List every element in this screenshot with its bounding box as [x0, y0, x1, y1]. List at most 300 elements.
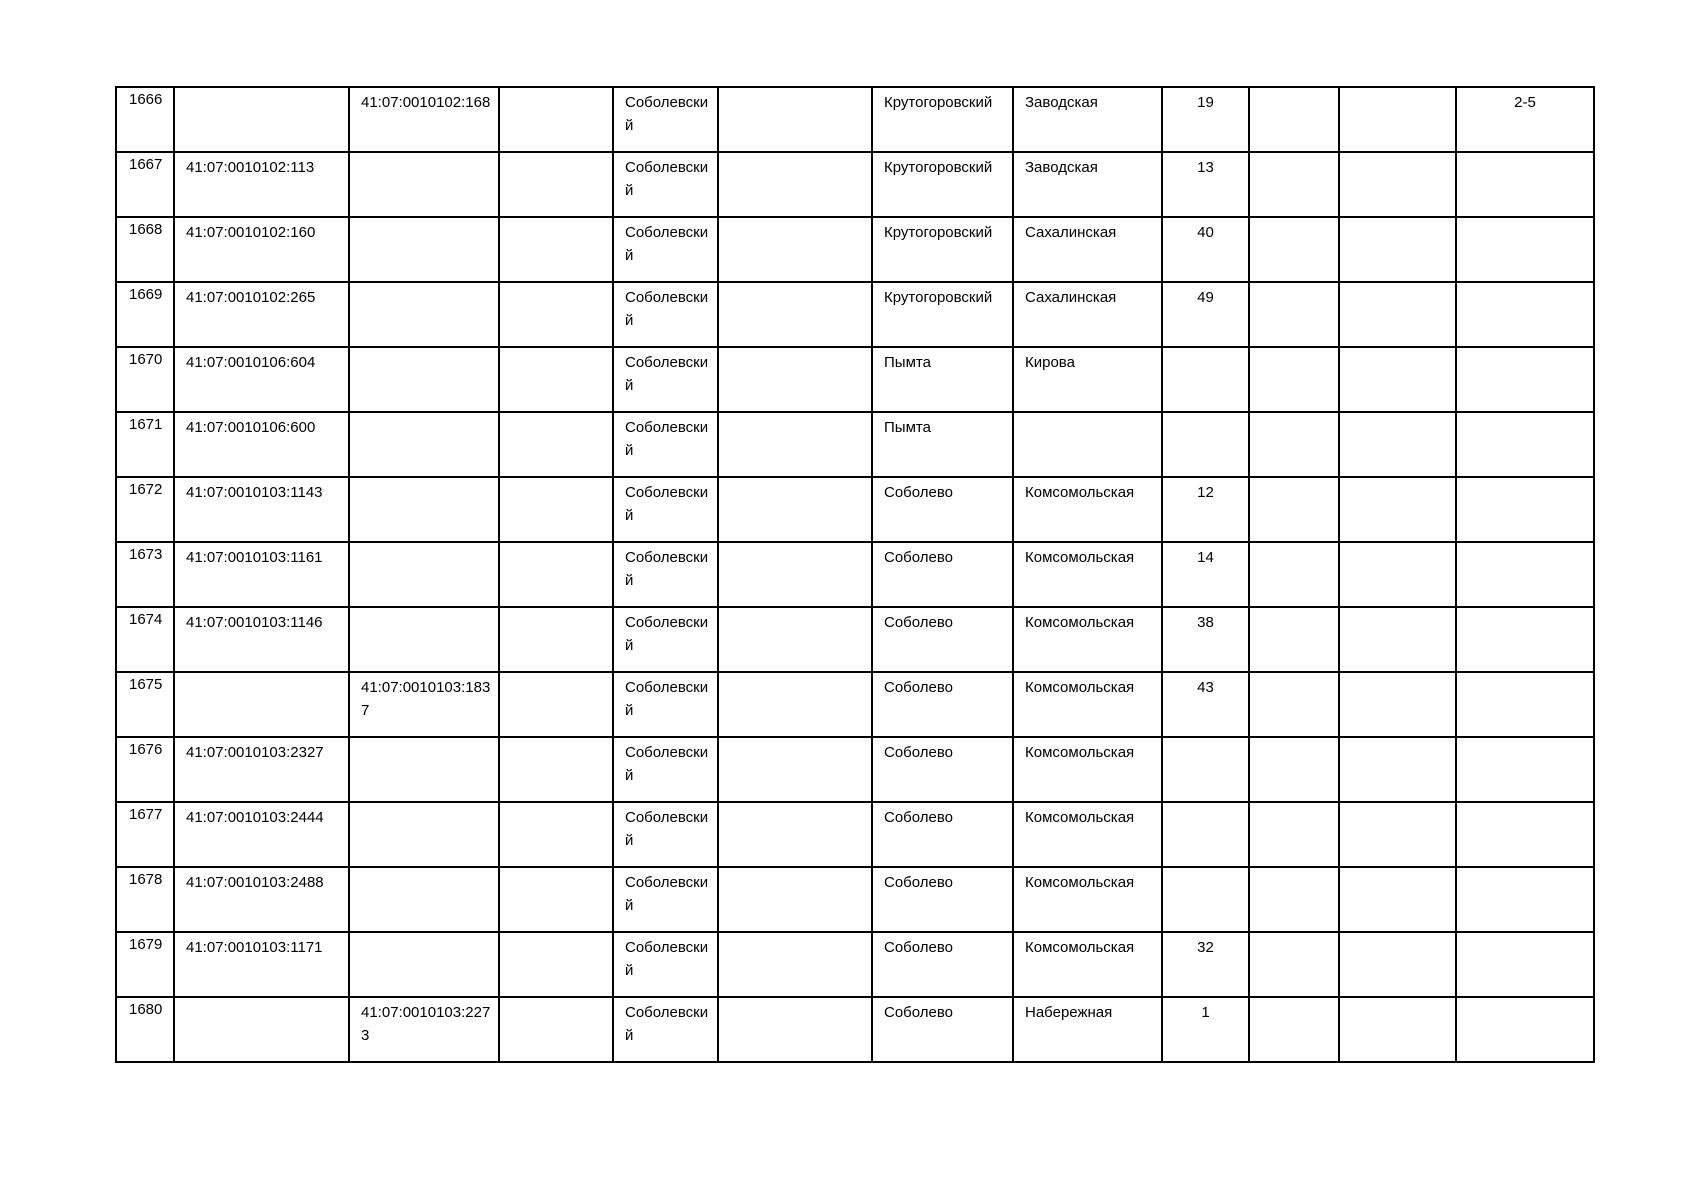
- house-number-cell-text: 49: [1197, 289, 1214, 306]
- locality-cell: [872, 217, 1013, 282]
- empty-cell: [1249, 282, 1339, 347]
- empty-cell-text: [1250, 998, 1338, 1001]
- cadastral-number-cell: [174, 412, 349, 477]
- cadastral-number-cell: [174, 997, 349, 1062]
- cadastral-number-cell: [174, 607, 349, 672]
- empty-cell-text: [1250, 283, 1338, 286]
- empty-cell: [499, 997, 613, 1062]
- row-number-cell-text: 1669: [129, 286, 163, 303]
- cadastral-number-cell-text: 41:07:0010103:1146: [186, 614, 323, 631]
- empty-cell: [499, 477, 613, 542]
- district-cell: [613, 282, 718, 347]
- row-number-cell: [116, 87, 174, 152]
- apartment-cell: [1456, 607, 1594, 672]
- locality-cell: [872, 477, 1013, 542]
- house-number-cell: [1162, 802, 1249, 867]
- apartment-cell: [1456, 87, 1594, 152]
- empty-cell-text: [719, 218, 871, 221]
- empty-cell: [499, 87, 613, 152]
- street-cell-text: Набережная: [1025, 1004, 1113, 1021]
- locality-cell-text: Соболево: [884, 1004, 954, 1021]
- table-row: [116, 932, 1594, 997]
- apartment-cell: [1456, 802, 1594, 867]
- apartment-cell: [1456, 347, 1594, 412]
- empty-cell-text: [1340, 413, 1455, 416]
- cadastral-number-alt-cell-text: [350, 608, 491, 611]
- house-number-cell-text: 43: [1197, 679, 1214, 696]
- cadastral-number-alt-cell: [349, 347, 499, 412]
- empty-cell: [1249, 672, 1339, 737]
- district-cell-text: Соболевский: [625, 809, 709, 849]
- empty-cell-text: [500, 933, 612, 936]
- district-cell: [613, 672, 718, 737]
- empty-cell: [1339, 217, 1456, 282]
- district-cell-text: Соболевский: [625, 159, 709, 199]
- apartment-cell: [1456, 737, 1594, 802]
- street-cell-text: Сахалинская: [1025, 289, 1117, 306]
- locality-cell-text: Соболево: [884, 484, 954, 501]
- empty-cell: [718, 412, 872, 477]
- cadastral-number-cell: [174, 282, 349, 347]
- locality-cell: [872, 412, 1013, 477]
- empty-cell-text: [500, 218, 612, 221]
- cadastral-number-alt-cell: [349, 997, 499, 1062]
- locality-cell-text: Соболево: [884, 874, 954, 891]
- locality-cell: [872, 607, 1013, 672]
- locality-cell: [872, 347, 1013, 412]
- row-number-cell: [116, 152, 174, 217]
- table-row: [116, 867, 1594, 932]
- row-number-cell: [116, 802, 174, 867]
- district-cell-text: Соболевский: [625, 1004, 709, 1044]
- table-row: [116, 802, 1594, 867]
- apartment-cell-text: [1457, 478, 1593, 481]
- empty-cell-text: [1250, 88, 1338, 91]
- row-number-cell-text: 1680: [129, 1001, 163, 1018]
- street-cell-text: Комсомольская: [1025, 614, 1135, 631]
- empty-cell: [718, 217, 872, 282]
- locality-cell-text: Пымта: [884, 354, 931, 371]
- empty-cell: [718, 802, 872, 867]
- house-number-cell: [1162, 672, 1249, 737]
- street-cell-text: Заводская: [1025, 159, 1098, 176]
- empty-cell: [718, 737, 872, 802]
- district-cell: [613, 607, 718, 672]
- empty-cell: [1249, 217, 1339, 282]
- house-number-cell-text: 13: [1197, 159, 1214, 176]
- apartment-cell-text: [1457, 868, 1593, 871]
- empty-cell-text: [500, 673, 612, 676]
- empty-cell-text: [500, 283, 612, 286]
- locality-cell: [872, 152, 1013, 217]
- row-number-cell-text: 1666: [129, 91, 163, 108]
- empty-cell: [1249, 932, 1339, 997]
- empty-cell-text: [1340, 153, 1455, 156]
- empty-cell-text: [1250, 413, 1338, 416]
- empty-cell-text: [719, 478, 871, 481]
- empty-cell: [499, 217, 613, 282]
- street-cell: [1013, 997, 1162, 1062]
- cadastral-number-cell-text: 41:07:0010103:2488: [186, 874, 324, 891]
- cadastral-number-alt-cell-text: [350, 868, 491, 871]
- locality-cell-text: Крутогоровский: [884, 289, 993, 306]
- apartment-cell: [1456, 217, 1594, 282]
- row-number-cell-text: 1676: [129, 741, 163, 758]
- cadastral-number-alt-cell-text: [350, 738, 491, 741]
- empty-cell-text: [500, 803, 612, 806]
- cadastral-number-cell: [174, 932, 349, 997]
- cadastral-number-cell: [174, 737, 349, 802]
- empty-cell-text: [719, 88, 871, 91]
- street-cell-text: Сахалинская: [1025, 224, 1117, 241]
- empty-cell: [718, 87, 872, 152]
- apartment-cell: [1456, 477, 1594, 542]
- empty-cell-text: [500, 608, 612, 611]
- cadastral-number-cell: [174, 217, 349, 282]
- empty-cell-text: [1340, 998, 1455, 1001]
- empty-cell: [499, 412, 613, 477]
- empty-cell-text: [719, 868, 871, 871]
- table-row: [116, 997, 1594, 1062]
- empty-cell-text: [1250, 153, 1338, 156]
- street-cell-text: Комсомольская: [1025, 679, 1135, 696]
- empty-cell: [1339, 477, 1456, 542]
- empty-cell: [1339, 607, 1456, 672]
- empty-cell-text: [1250, 868, 1338, 871]
- empty-cell-text: [500, 543, 612, 546]
- empty-cell-text: [1250, 803, 1338, 806]
- cadastral-number-cell: [174, 152, 349, 217]
- empty-cell-text: [500, 738, 612, 741]
- locality-cell: [872, 672, 1013, 737]
- district-cell-text: Соболевский: [625, 939, 709, 979]
- street-cell-text: Комсомольская: [1025, 744, 1135, 761]
- empty-cell-text: [500, 413, 612, 416]
- house-number-cell: [1162, 217, 1249, 282]
- apartment-cell-text: [1457, 218, 1593, 221]
- locality-cell-text: Соболево: [884, 549, 954, 566]
- empty-cell-text: [1340, 283, 1455, 286]
- apartment-cell-text: [1457, 933, 1593, 936]
- cadastral-number-alt-cell: [349, 672, 499, 737]
- empty-cell: [499, 867, 613, 932]
- empty-cell: [1339, 282, 1456, 347]
- row-number-cell: [116, 672, 174, 737]
- cadastral-number-alt-cell: [349, 802, 499, 867]
- empty-cell-text: [1340, 868, 1455, 871]
- empty-cell: [1339, 737, 1456, 802]
- district-cell-text: Соболевский: [625, 744, 709, 784]
- district-cell: [613, 412, 718, 477]
- row-number-cell: [116, 867, 174, 932]
- apartment-cell: [1456, 997, 1594, 1062]
- house-number-cell: [1162, 477, 1249, 542]
- cadastral-number-alt-cell-text: [350, 283, 491, 286]
- street-cell: [1013, 672, 1162, 737]
- cadastral-number-alt-cell: [349, 932, 499, 997]
- street-cell: [1013, 477, 1162, 542]
- apartment-cell-text: [1457, 413, 1593, 416]
- empty-cell: [718, 347, 872, 412]
- cadastral-number-cell-text: [175, 998, 348, 1001]
- empty-cell-text: [719, 803, 871, 806]
- cadastral-number-cell-text: 41:07:0010106:600: [186, 419, 316, 436]
- empty-cell: [1249, 412, 1339, 477]
- apartment-cell-text: 2-5: [1514, 94, 1536, 111]
- table-row: [116, 217, 1594, 282]
- street-cell: [1013, 87, 1162, 152]
- apartment-cell-text: [1457, 998, 1593, 1001]
- empty-cell: [1339, 87, 1456, 152]
- row-number-cell-text: 1678: [129, 871, 163, 888]
- empty-cell-text: [719, 998, 871, 1001]
- district-cell: [613, 542, 718, 607]
- street-cell-text: Комсомольская: [1025, 484, 1135, 501]
- empty-cell: [1249, 997, 1339, 1062]
- house-number-cell: [1162, 282, 1249, 347]
- table-row: [116, 412, 1594, 477]
- empty-cell: [1249, 867, 1339, 932]
- empty-cell-text: [719, 413, 871, 416]
- empty-cell: [1339, 672, 1456, 737]
- empty-cell: [499, 282, 613, 347]
- empty-cell-text: [1250, 478, 1338, 481]
- cadastral-number-alt-cell-text: [350, 153, 491, 156]
- empty-cell: [499, 737, 613, 802]
- house-number-cell: [1162, 542, 1249, 607]
- empty-cell: [1249, 87, 1339, 152]
- cadastral-number-alt-cell: [349, 542, 499, 607]
- empty-cell-text: [1340, 543, 1455, 546]
- row-number-cell-text: 1671: [129, 416, 163, 433]
- cadastral-number-alt-cell: [349, 217, 499, 282]
- street-cell: [1013, 152, 1162, 217]
- empty-cell: [1249, 607, 1339, 672]
- empty-cell-text: [1340, 933, 1455, 936]
- cadastral-number-alt-cell: [349, 87, 499, 152]
- cadastral-number-cell-text: 41:07:0010103:2444: [186, 809, 324, 826]
- street-cell-text: Кирова: [1025, 354, 1075, 371]
- row-number-cell-text: 1668: [129, 221, 163, 238]
- empty-cell-text: [1250, 738, 1338, 741]
- street-cell: [1013, 802, 1162, 867]
- row-number-cell: [116, 607, 174, 672]
- street-cell: [1013, 542, 1162, 607]
- empty-cell-text: [500, 868, 612, 871]
- table-row: [116, 607, 1594, 672]
- empty-cell: [718, 477, 872, 542]
- apartment-cell: [1456, 672, 1594, 737]
- empty-cell: [718, 282, 872, 347]
- house-number-cell: [1162, 347, 1249, 412]
- empty-cell: [499, 152, 613, 217]
- empty-cell: [1339, 152, 1456, 217]
- cadastral-number-alt-cell: [349, 477, 499, 542]
- row-number-cell: [116, 997, 174, 1062]
- empty-cell: [1339, 997, 1456, 1062]
- cadastral-number-alt-cell-text: 41:07:0010102:168: [361, 94, 491, 111]
- house-number-cell: [1162, 997, 1249, 1062]
- empty-cell-text: [1340, 88, 1455, 91]
- empty-cell: [499, 672, 613, 737]
- locality-cell: [872, 87, 1013, 152]
- apartment-cell-text: [1457, 543, 1593, 546]
- locality-cell: [872, 997, 1013, 1062]
- district-cell-text: Соболевский: [625, 419, 709, 459]
- district-cell-text: Соболевский: [625, 354, 709, 394]
- document-sheet: [115, 86, 1595, 1063]
- empty-cell-text: [719, 608, 871, 611]
- district-cell: [613, 997, 718, 1062]
- locality-cell: [872, 802, 1013, 867]
- empty-cell: [718, 867, 872, 932]
- cadastral-number-alt-cell: [349, 867, 499, 932]
- empty-cell-text: [1340, 803, 1455, 806]
- locality-cell-text: Соболево: [884, 809, 954, 826]
- house-number-cell: [1162, 152, 1249, 217]
- apartment-cell-text: [1457, 153, 1593, 156]
- street-cell-text: Комсомольская: [1025, 874, 1135, 891]
- house-number-cell-text: [1163, 348, 1248, 351]
- cadastral-number-alt-cell: [349, 152, 499, 217]
- cadastral-number-cell-text: 41:07:0010106:604: [186, 354, 316, 371]
- apartment-cell: [1456, 282, 1594, 347]
- cadastral-number-cell-text: 41:07:0010103:1143: [186, 484, 323, 501]
- district-cell-text: Соболевский: [625, 549, 709, 589]
- cadastral-number-alt-cell-text: [350, 348, 491, 351]
- house-number-cell: [1162, 412, 1249, 477]
- row-number-cell: [116, 737, 174, 802]
- cadastral-number-alt-cell: [349, 282, 499, 347]
- empty-cell: [499, 607, 613, 672]
- row-number-cell: [116, 282, 174, 347]
- empty-cell-text: [719, 673, 871, 676]
- locality-cell: [872, 932, 1013, 997]
- row-number-cell: [116, 217, 174, 282]
- empty-cell: [718, 542, 872, 607]
- empty-cell: [1249, 477, 1339, 542]
- empty-cell-text: [1340, 348, 1455, 351]
- district-cell: [613, 477, 718, 542]
- row-number-cell-text: 1677: [129, 806, 163, 823]
- empty-cell-text: [719, 153, 871, 156]
- cadastral-number-cell-text: 41:07:0010103:2327: [186, 744, 324, 761]
- apartment-cell: [1456, 932, 1594, 997]
- empty-cell: [1339, 412, 1456, 477]
- cadastral-number-cell-text: 41:07:0010102:113: [186, 159, 315, 176]
- row-number-cell-text: 1674: [129, 611, 163, 628]
- empty-cell-text: [719, 348, 871, 351]
- apartment-cell: [1456, 542, 1594, 607]
- row-number-cell: [116, 347, 174, 412]
- empty-cell-text: [1250, 673, 1338, 676]
- apartment-cell: [1456, 867, 1594, 932]
- cadastral-number-cell-text: [175, 88, 348, 91]
- street-cell-text: Комсомольская: [1025, 549, 1135, 566]
- locality-cell-text: Крутогоровский: [884, 94, 993, 111]
- house-number-cell-text: 40: [1197, 224, 1214, 241]
- locality-cell-text: Соболево: [884, 744, 954, 761]
- locality-cell: [872, 282, 1013, 347]
- empty-cell: [1249, 737, 1339, 802]
- cadastral-number-cell: [174, 672, 349, 737]
- house-number-cell-text: [1163, 868, 1248, 871]
- empty-cell-text: [1340, 673, 1455, 676]
- district-cell: [613, 867, 718, 932]
- cadastral-number-alt-cell-text: [350, 478, 491, 481]
- empty-cell-text: [719, 933, 871, 936]
- row-number-cell: [116, 477, 174, 542]
- empty-cell-text: [1340, 218, 1455, 221]
- cadastral-number-alt-cell-text: [350, 803, 491, 806]
- empty-cell: [1249, 152, 1339, 217]
- house-number-cell-text: 19: [1197, 94, 1214, 111]
- locality-cell-text: Крутогоровский: [884, 224, 993, 241]
- locality-cell-text: Соболево: [884, 939, 954, 956]
- empty-cell: [1339, 867, 1456, 932]
- empty-cell: [499, 347, 613, 412]
- cadastral-number-alt-cell: [349, 737, 499, 802]
- empty-cell: [718, 607, 872, 672]
- cadastral-number-alt-cell-text: [350, 413, 491, 416]
- row-number-cell-text: 1679: [129, 936, 163, 953]
- street-cell-text: Комсомольская: [1025, 939, 1135, 956]
- cadastral-number-cell: [174, 542, 349, 607]
- cadastral-number-cell-text: 41:07:0010102:265: [186, 289, 316, 306]
- cadastral-number-cell: [174, 477, 349, 542]
- empty-cell: [1249, 347, 1339, 412]
- empty-cell-text: [719, 283, 871, 286]
- empty-cell-text: [500, 88, 612, 91]
- empty-cell-text: [1250, 218, 1338, 221]
- apartment-cell-text: [1457, 803, 1593, 806]
- apartment-cell-text: [1457, 608, 1593, 611]
- district-cell: [613, 217, 718, 282]
- street-cell: [1013, 412, 1162, 477]
- empty-cell-text: [1250, 933, 1338, 936]
- empty-cell-text: [1340, 608, 1455, 611]
- house-number-cell-text: 1: [1201, 1004, 1210, 1021]
- empty-cell: [718, 152, 872, 217]
- cadastral-number-alt-cell-text: 41:07:0010103:2273: [361, 1004, 491, 1044]
- district-cell: [613, 932, 718, 997]
- apartment-cell-text: [1457, 738, 1593, 741]
- row-number-cell: [116, 542, 174, 607]
- empty-cell: [499, 802, 613, 867]
- house-number-cell-text: 32: [1197, 939, 1214, 956]
- empty-cell: [718, 997, 872, 1062]
- locality-cell-text: Соболево: [884, 614, 954, 631]
- row-number-cell-text: 1667: [129, 156, 163, 173]
- cadastral-number-cell: [174, 802, 349, 867]
- row-number-cell: [116, 932, 174, 997]
- cadastral-number-cell: [174, 87, 349, 152]
- empty-cell-text: [500, 478, 612, 481]
- empty-cell-text: [1340, 738, 1455, 741]
- house-number-cell: [1162, 932, 1249, 997]
- empty-cell-text: [1250, 608, 1338, 611]
- house-number-cell-text: 14: [1197, 549, 1214, 566]
- district-cell-text: Соболевский: [625, 614, 709, 654]
- street-cell-text: Комсомольская: [1025, 809, 1135, 826]
- cadastral-number-cell-text: 41:07:0010103:1171: [186, 939, 323, 956]
- street-cell: [1013, 737, 1162, 802]
- street-cell: [1013, 867, 1162, 932]
- district-cell: [613, 87, 718, 152]
- street-cell: [1013, 282, 1162, 347]
- house-number-cell-text: [1163, 803, 1248, 806]
- table-row: [116, 152, 1594, 217]
